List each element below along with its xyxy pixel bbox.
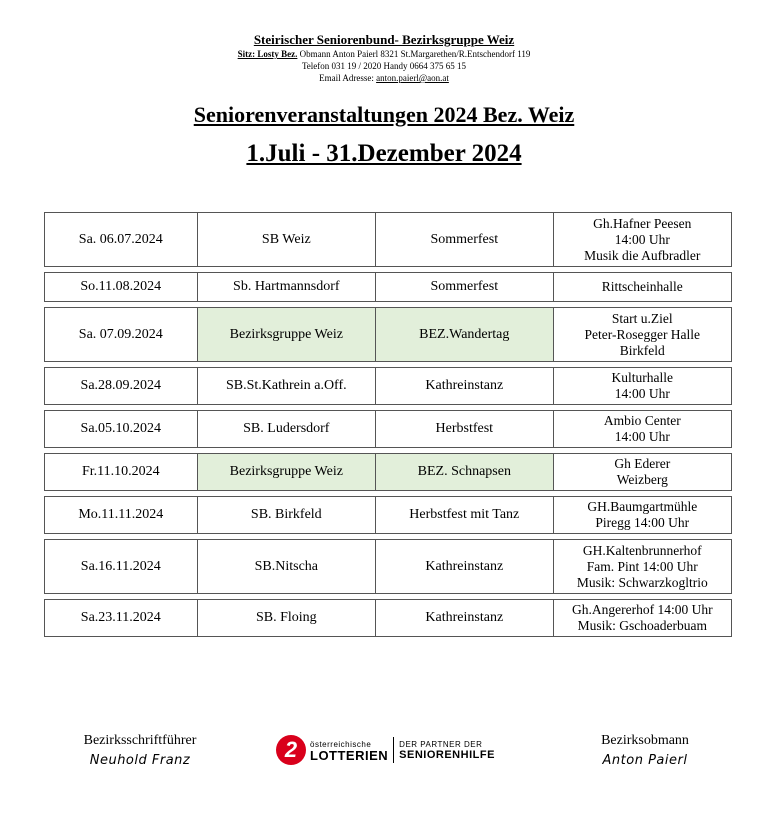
event-name: Herbstfest mit Tanz — [376, 497, 553, 533]
logo-small-text: österreichische — [310, 740, 372, 749]
venue-line: Weizberg — [616, 472, 668, 487]
event-date: Sa.05.10.2024 — [45, 411, 198, 447]
event-date: Fr.11.10.2024 — [45, 454, 198, 490]
event-row — [44, 539, 732, 594]
lotterien-logo — [276, 730, 495, 770]
organization-name: Steirischer Seniorenbund- Bezirksgruppe Weiz — [253, 32, 515, 47]
letterhead — [0, 32, 768, 84]
logo-divider — [393, 737, 394, 763]
event-venue — [554, 600, 731, 636]
chairman-name: Anton Paierl — [602, 753, 688, 768]
venue-line: GH.Kaltenbrunnerhof — [582, 542, 702, 558]
event-group: SB.Nitscha — [198, 540, 376, 593]
event-group: SB.St.Kathrein a.Off. — [198, 368, 376, 404]
venue-line: Gh.Hafner Peesen — [593, 215, 692, 231]
venue-line: 14:00 Uhr — [614, 429, 670, 444]
secretary-name: Neuhold Franz — [89, 753, 191, 768]
event-date: Sa.28.09.2024 — [45, 368, 198, 404]
phone-line: Telefon 031 19 / 2020 Handy 0664 375 65 15 — [301, 61, 467, 71]
event-name: BEZ. Schnapsen — [376, 454, 553, 490]
event-row — [44, 212, 732, 267]
event-name: Sommerfest — [376, 273, 553, 301]
event-venue — [554, 497, 731, 533]
event-venue — [554, 273, 731, 301]
venue-line: Peter-Rosegger Halle — [584, 326, 701, 342]
venue-line: Musik: Schwarzkogltrio — [576, 574, 708, 590]
event-date: Mo.11.11.2024 — [45, 497, 198, 533]
event-venue — [554, 540, 731, 593]
event-row — [44, 453, 732, 491]
event-venue — [554, 213, 731, 266]
logo-text — [310, 739, 388, 761]
event-venue — [554, 411, 731, 447]
event-row — [44, 367, 732, 405]
event-name: Kathreinstanz — [376, 600, 553, 636]
address-line — [0, 48, 768, 60]
event-group: SB. Birkfeld — [198, 497, 376, 533]
event-row — [44, 496, 732, 534]
logo-partner-bottom: SENIORENHILFE — [399, 749, 495, 761]
event-venue — [554, 368, 731, 404]
email-label: Email Adresse: — [319, 73, 374, 83]
email-link[interactable]: anton.paierl@aon.at — [376, 73, 449, 83]
chairman-title: Bezirksobmann — [601, 733, 689, 748]
event-row — [44, 599, 732, 637]
event-schedule-table — [44, 212, 732, 637]
event-name: BEZ.Wandertag — [376, 308, 553, 361]
event-date: Sa. 07.09.2024 — [45, 308, 198, 361]
footer-right-signature — [575, 733, 715, 768]
event-group: SB. Floing — [198, 600, 376, 636]
event-group: Bezirksgruppe Weiz — [198, 454, 376, 490]
event-date: Sa.16.11.2024 — [45, 540, 198, 593]
event-date: Sa. 06.07.2024 — [45, 213, 198, 266]
event-row — [44, 307, 732, 362]
venue-line: Birkfeld — [619, 342, 665, 358]
event-venue — [554, 308, 731, 361]
logo-big-text: LOTTERIEN — [310, 748, 389, 763]
event-date: Sa.23.11.2024 — [45, 600, 198, 636]
venue-line: Fam. Pint 14:00 Uhr — [586, 558, 698, 574]
venue-line: Piregg 14:00 Uhr — [595, 515, 690, 530]
page-subtitle: 1.Juli - 31.Dezember 2024 — [246, 140, 522, 167]
venue-line: Kulturhalle — [611, 370, 674, 385]
venue-line: Rittscheinhalle — [601, 279, 683, 294]
venue-line: Start u.Ziel — [611, 310, 673, 326]
event-group: Bezirksgruppe Weiz — [198, 308, 376, 361]
venue-line: Ambio Center — [603, 413, 681, 428]
email-line — [0, 72, 768, 84]
venue-line: GH.Baumgartmühle — [587, 499, 698, 514]
secretary-title: Bezirksschriftführer — [83, 733, 197, 748]
event-row — [44, 410, 732, 448]
lotterien-logo-icon: 2 — [276, 735, 306, 765]
footer-left-signature — [60, 733, 220, 768]
venue-line: Musik: Gschoaderbuam — [577, 618, 707, 633]
venue-line: 14:00 Uhr — [614, 231, 670, 247]
event-name: Kathreinstanz — [376, 540, 553, 593]
event-venue — [554, 454, 731, 490]
event-name: Kathreinstanz — [376, 368, 553, 404]
event-group: SB Weiz — [198, 213, 376, 266]
event-name: Herbstfest — [376, 411, 553, 447]
event-row — [44, 272, 732, 302]
logo-partner-top: DER PARTNER DER — [399, 740, 483, 749]
sitz-label: Sitz: Losty Bez. — [237, 49, 298, 59]
event-name: Sommerfest — [376, 213, 553, 266]
venue-line: Gh Ederer — [614, 456, 671, 471]
event-group: SB. Ludersdorf — [198, 411, 376, 447]
logo-partner-text — [399, 739, 495, 761]
page-title: Seniorenveranstaltungen 2024 Bez. Weiz — [193, 102, 575, 127]
sitz-text: Obmann Anton Paierl 8321 St.Margarethen/R.Entschendorf 119 — [299, 49, 531, 59]
event-date: So.11.08.2024 — [45, 273, 198, 301]
venue-line: 14:00 Uhr — [614, 386, 670, 401]
venue-line: Musik die Aufbradler — [584, 247, 701, 263]
event-group: Sb. Hartmannsdorf — [198, 273, 376, 301]
venue-line: Gh.Angererhof 14:00 Uhr — [571, 602, 713, 617]
